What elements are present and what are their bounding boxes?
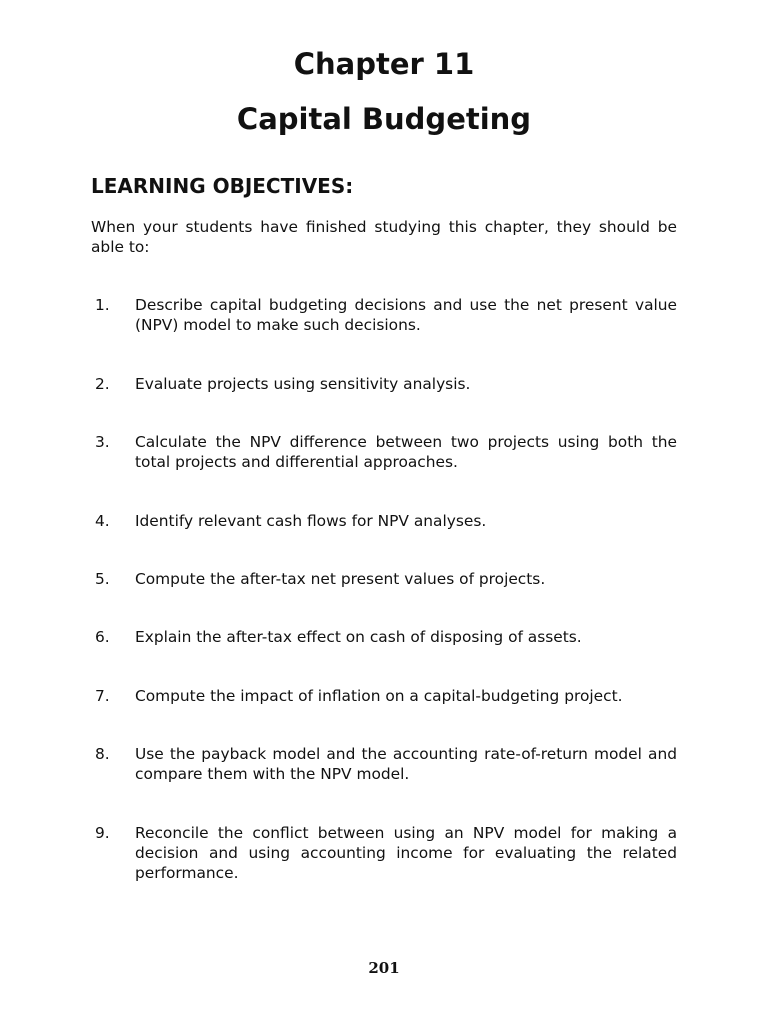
objective-item bbox=[95, 823, 677, 883]
objective-item bbox=[95, 744, 677, 784]
objective-number: 5. bbox=[95, 570, 110, 588]
objective-text: Reconcile the conflict between using an NPV model for making a decision and using accounting income for evaluating the related performance. bbox=[135, 824, 677, 882]
objective-number: 6. bbox=[95, 628, 110, 646]
objective-number: 8. bbox=[95, 745, 110, 763]
objective-text: Compute the after-tax net present values of projects. bbox=[135, 570, 546, 588]
page-number: 201 bbox=[368, 959, 400, 977]
objective-item bbox=[95, 295, 677, 335]
objective-number: 1. bbox=[95, 296, 110, 314]
objective-item bbox=[95, 569, 677, 589]
objective-item bbox=[95, 432, 677, 472]
objective-number: 7. bbox=[95, 687, 110, 705]
intro-paragraph: When your students have finished studying this chapter, they should be able to: bbox=[91, 218, 677, 256]
objective-item bbox=[95, 627, 677, 647]
chapter-title-heading: Capital Budgeting bbox=[236, 102, 532, 136]
objective-item bbox=[95, 686, 677, 706]
objective-text: Use the payback model and the accounting rate-of-return model and compare them with the NPV model. bbox=[135, 745, 677, 783]
objective-text: Explain the after-tax effect on cash of disposing of assets. bbox=[135, 628, 582, 646]
objective-text: Calculate the NPV difference between two projects using both the total projects and differential approaches. bbox=[135, 433, 677, 471]
objective-number: 3. bbox=[95, 433, 110, 451]
objective-text: Compute the impact of inflation on a capital-budgeting project. bbox=[135, 687, 623, 705]
chapter-number-heading: Chapter 11 bbox=[293, 47, 475, 81]
objective-text: Describe capital budgeting decisions and use the net present value (NPV) model to make such decisions. bbox=[135, 296, 677, 334]
objective-number: 9. bbox=[95, 824, 110, 842]
objective-number: 2. bbox=[95, 375, 110, 393]
objective-number: 4. bbox=[95, 512, 110, 530]
objective-text: Evaluate projects using sensitivity analysis. bbox=[135, 375, 471, 393]
objective-item bbox=[95, 511, 677, 531]
objective-text: Identify relevant cash flows for NPV analyses. bbox=[135, 512, 487, 530]
learning-objectives-heading: LEARNING OBJECTIVES: bbox=[91, 174, 354, 198]
objective-item bbox=[95, 374, 677, 394]
